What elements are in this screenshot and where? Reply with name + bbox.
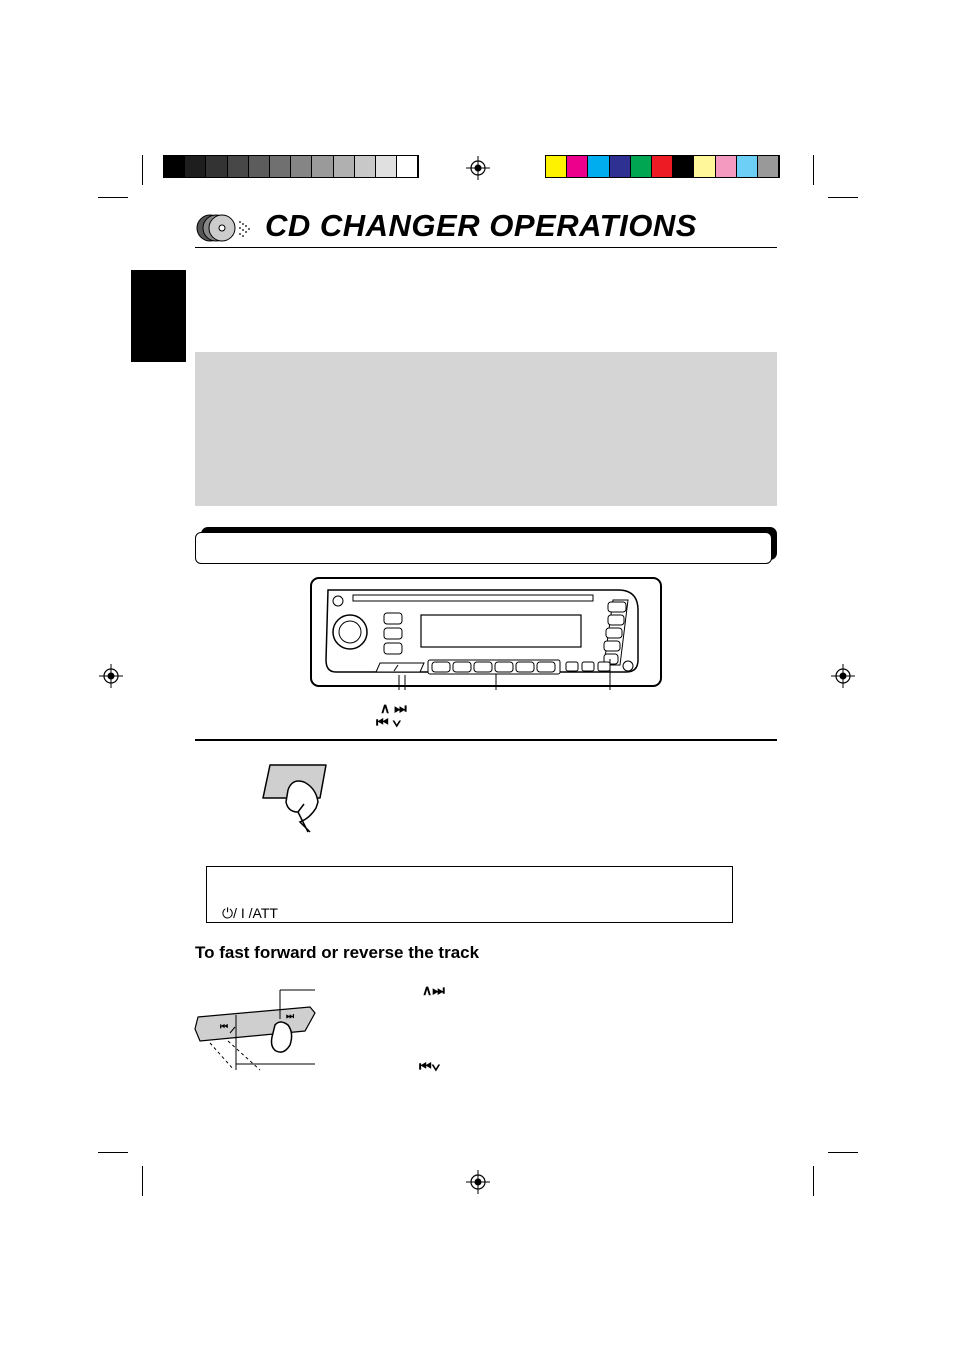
color-swatch	[397, 156, 418, 177]
color-swatch	[334, 156, 355, 177]
color-swatch	[673, 156, 694, 177]
prev-down-button-label: ⏮∨	[419, 1058, 441, 1074]
cd-stack-icon	[196, 212, 256, 244]
registration-mark-icon	[99, 664, 123, 688]
section-divider	[195, 739, 777, 741]
crop-mark	[828, 1152, 858, 1153]
color-swatch	[758, 156, 779, 177]
finger-press-illustration	[258, 760, 338, 835]
up-next-button-label: ∧⏭	[422, 982, 445, 998]
color-swatch	[312, 156, 333, 177]
language-tab	[131, 270, 186, 362]
color-swatch	[610, 156, 631, 177]
color-swatch	[355, 156, 376, 177]
color-swatch	[376, 156, 397, 177]
crop-mark	[828, 197, 858, 198]
crop-mark	[142, 1166, 143, 1196]
color-swatch	[716, 156, 737, 177]
registration-mark-icon	[466, 1170, 490, 1194]
crop-mark	[813, 155, 814, 185]
svg-text:⏮: ⏮	[220, 1022, 229, 1032]
color-swatch	[270, 156, 291, 177]
power-att-label: ⏻/ I /ATT	[222, 905, 278, 921]
grayscale-calibration-bar	[163, 155, 419, 178]
color-swatch	[164, 156, 185, 177]
info-panel	[195, 352, 777, 506]
color-swatch	[694, 156, 715, 177]
color-swatch	[249, 156, 270, 177]
color-swatch	[185, 156, 206, 177]
color-swatch	[546, 156, 567, 177]
color-calibration-bar	[545, 155, 780, 178]
skip-button-illustration	[190, 985, 325, 1075]
fast-forward-heading: To fast forward or reverse the track	[195, 943, 480, 962]
color-swatch	[588, 156, 609, 177]
registration-mark-icon	[831, 664, 855, 688]
stereo-panel-illustration	[308, 575, 664, 690]
page-title: CD CHANGER OPERATIONS	[265, 208, 697, 243]
crop-mark	[98, 197, 128, 198]
color-swatch	[737, 156, 758, 177]
prev-down-label: ⏮ ∨	[376, 714, 402, 730]
crop-mark	[813, 1166, 814, 1196]
color-swatch	[291, 156, 312, 177]
color-swatch	[228, 156, 249, 177]
up-next-label: ∧ ⏭	[380, 700, 407, 716]
svg-text:⏭: ⏭	[286, 1012, 295, 1022]
title-underline	[195, 247, 777, 248]
color-swatch	[567, 156, 588, 177]
registration-mark-icon	[466, 156, 490, 180]
crop-mark	[98, 1152, 128, 1153]
crop-mark	[142, 155, 143, 185]
section-heading-bar	[195, 532, 772, 564]
color-swatch	[206, 156, 227, 177]
color-swatch	[652, 156, 673, 177]
color-swatch	[631, 156, 652, 177]
note-box	[206, 866, 733, 923]
